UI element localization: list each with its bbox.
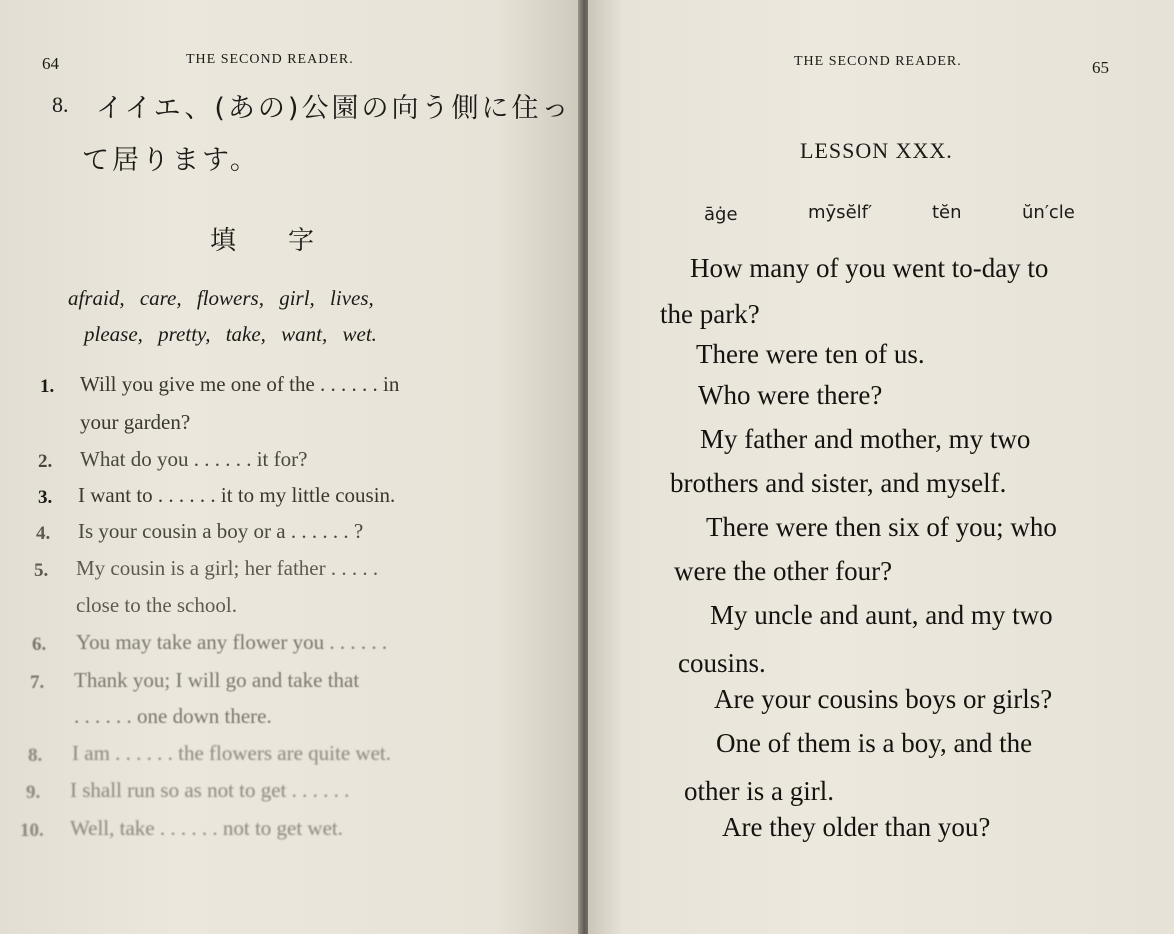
running-head-right: THE SECOND READER. [794,54,962,69]
exercise-line: close to the school. [76,593,237,617]
exercise-number: 1. [40,376,55,397]
text-line: brothers and sister, and myself. [670,468,1007,498]
word-list-line-1: afraid, care, flowers, girl, lives, [68,286,374,310]
exercise-number: 5. [34,560,49,581]
lesson-title: LESSON XXX. [800,138,953,163]
exercise-line: Is your cousin a boy or a . . . . . . ? [78,519,364,543]
text-line: Are they older than you? [722,812,991,842]
exercise-line: What do you . . . . . . it for? [80,447,308,471]
exercise-line: . . . . . . one down there. [74,704,272,728]
japanese-line-2: て居ります。 [82,145,260,176]
text-line: How many of you went to-day to [690,253,1049,283]
vocabulary-word: ŭn′cle [1022,202,1075,223]
exercise-line: your garden? [80,410,191,434]
exercise-line: Thank you; I will go and take that [74,668,360,692]
exercise-number: 6. [32,634,47,655]
exercise-number: 4. [36,523,51,544]
text-line: other is a girl. [684,776,834,806]
text-line: Who were there? [698,380,883,410]
word-list-line-2: please, pretty, take, want, wet. [84,322,377,346]
text-line: There were then six of you; who [706,512,1057,542]
exercise-number: 8. [28,745,43,766]
text-line: There were ten of us. [696,339,925,369]
exercise-line: I am . . . . . . the flowers are quite wet. [72,741,391,765]
text-line: Are your cousins boys or girls? [714,684,1053,714]
exercise-number: 2. [38,451,53,472]
exercise-number: 3. [38,487,53,508]
page-number-right: 65 [1092,58,1109,77]
japanese-line-1: イイエ、(あの)公園の向う側に住っ [96,93,572,124]
exercise-line: My cousin is a girl; her father . . . . . [76,556,379,580]
exercise-number: 9. [26,782,41,803]
vocabulary-word: mȳsĕlf′ [808,202,873,223]
exercise-line: Well, take . . . . . . not to get wet. [70,816,343,840]
text-line: One of them is a boy, and the [716,728,1033,758]
left-page [0,0,582,934]
right-page [588,0,1174,934]
vocabulary-word: tĕn [932,202,962,223]
text-line: My uncle and aunt, and my two [710,600,1053,630]
exercise-heading: 填 字 [210,226,315,256]
japanese-item-number: 8. [52,92,69,117]
exercise-number: 10. [20,820,44,841]
exercise-line: I shall run so as not to get . . . . . . [70,778,350,802]
vocabulary-word: āġe [704,204,738,225]
text-line: were the other four? [674,556,893,586]
exercise-line: I want to . . . . . . it to my little cousin. [78,483,396,507]
text-line: the park? [660,299,760,329]
exercise-number: 7. [30,672,45,693]
running-head-left: THE SECOND READER. [186,52,354,67]
page-number-left: 64 [42,54,59,73]
text-line: cousins. [678,648,766,678]
exercise-line: You may take any flower you . . . . . . [76,630,388,654]
text-line: My father and mother, my two [700,424,1031,454]
exercise-line: Will you give me one of the . . . . . . in [80,372,400,396]
